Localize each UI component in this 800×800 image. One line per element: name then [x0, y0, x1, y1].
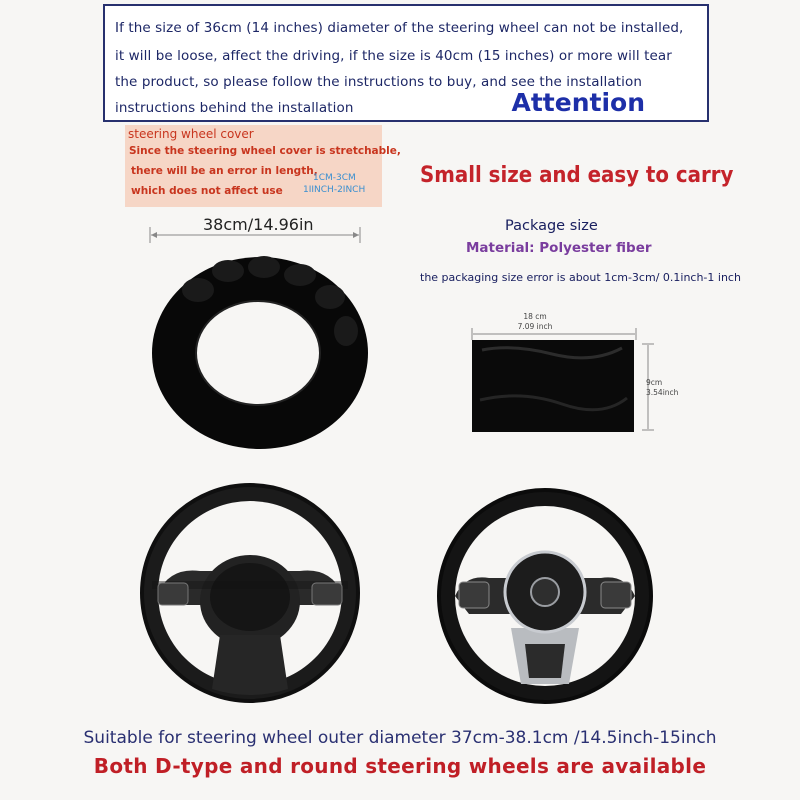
- package-height-in: 3.54inch: [646, 388, 679, 397]
- steering-wheel-cover-image: [140, 245, 380, 460]
- package-size-note: the packaging size error is about 1cm-3cm/ 0.1inch-1 inch: [420, 271, 741, 284]
- d-type-steering-wheel-image: [130, 475, 370, 715]
- attention-line-3: the product, so please follow the instructions to buy, and see the installation: [115, 74, 643, 90]
- stretch-error-cm: 1CM-3CM: [313, 173, 356, 183]
- attention-heading: Attention: [511, 88, 645, 117]
- suitable-diameter-text: Suitable for steering wheel outer diameter 37cm-38.1cm /14.5inch-15inch: [83, 728, 717, 748]
- attention-line-2: it will be loose, affect the driving, if the size is 40cm (15 inches) or more will tear: [115, 48, 672, 64]
- package-width-cm: 18 cm: [523, 312, 547, 321]
- package-width-in: 7.09 inch: [517, 322, 553, 331]
- package-bag-image: [472, 340, 634, 432]
- round-steering-wheel-image: [425, 478, 665, 718]
- stretch-error-inch: 1IINCH-2INCH: [303, 185, 366, 195]
- stretch-note-title: steering wheel cover: [128, 127, 254, 141]
- wheel-types-text: Both D-type and round steering wheels are available: [93, 754, 707, 778]
- stretch-note-line-2: there will be an error in length,: [131, 165, 318, 177]
- stretch-note-line-3: which does not affect use: [131, 185, 283, 197]
- package-height-cm: 9cm: [646, 378, 663, 387]
- material-label: Material: Polyester fiber: [466, 240, 652, 256]
- stretch-note-line-1: Since the steering wheel cover is stretchable,: [129, 145, 401, 157]
- attention-line-1: If the size of 36cm (14 inches) diameter of the steering wheel can not be installed,: [115, 20, 684, 36]
- wheel-dimension-label: 38cm/14.96in: [203, 215, 314, 234]
- attention-line-4: instructions behind the installation: [115, 100, 354, 116]
- wheel-dimension-line: [145, 225, 370, 245]
- package-title: Package size: [505, 218, 598, 234]
- stretch-note: [125, 125, 401, 207]
- attention-box: [103, 4, 709, 122]
- headline: Small size and easy to carry: [420, 163, 734, 188]
